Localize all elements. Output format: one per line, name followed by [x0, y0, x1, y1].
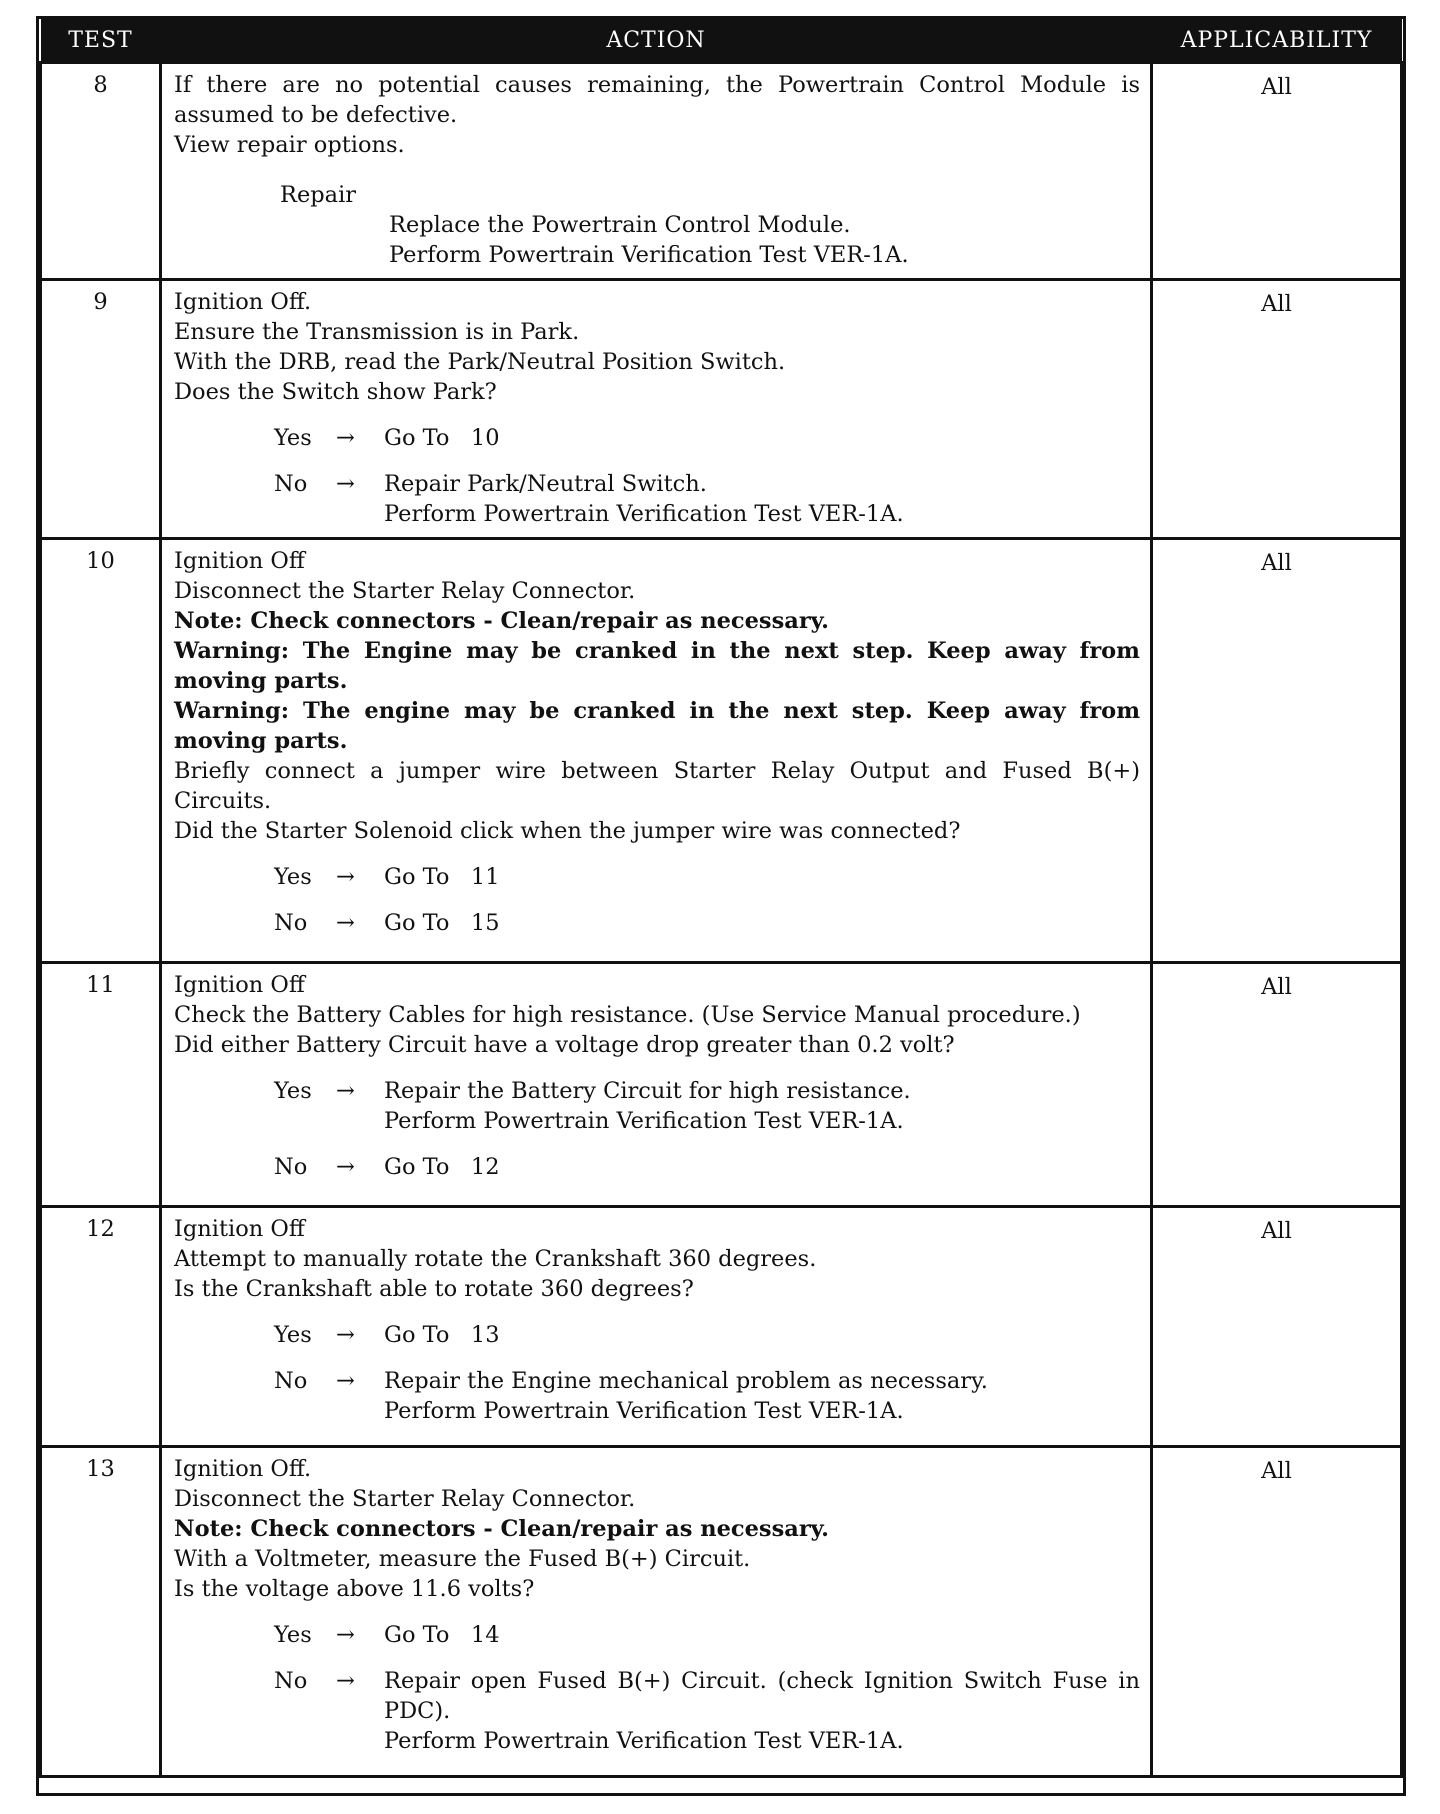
outcome-no: [274, 469, 1140, 529]
result-line: Perform Powertrain Verification Test VER-1A.: [384, 1398, 904, 1424]
arrow-icon: →: [336, 425, 355, 451]
result-line: Perform Powertrain Verification Test VER-1A.: [384, 1108, 904, 1134]
repair-label: Repair: [280, 182, 357, 208]
answer-label: Yes: [274, 425, 312, 451]
applicability-cell: All: [1152, 1447, 1402, 1777]
repair-line: Replace the Powertrain Control Module.: [389, 212, 851, 238]
answer-label: Yes: [274, 1322, 312, 1348]
answer-label: No: [274, 1668, 308, 1694]
result-line: Repair the Engine mechanical problem as necessary.: [384, 1368, 988, 1394]
action-line: Ignition Off.: [174, 289, 312, 315]
test-number: 10: [41, 539, 161, 963]
result-line: Go To 13: [384, 1322, 500, 1348]
outcome-yes: [274, 423, 1140, 453]
header-test: TEST: [41, 19, 161, 63]
result-line: Perform Powertrain Verification Test VER-1A.: [384, 501, 904, 527]
applicability-cell: All: [1152, 1207, 1402, 1447]
action-line: With a Voltmeter, measure the Fused B(+) Circuit.: [174, 1546, 751, 1572]
action-line: Disconnect the Starter Relay Connector.: [174, 1486, 636, 1512]
outcome-yes: [274, 862, 1140, 892]
arrow-icon: →: [336, 1078, 355, 1104]
table-row: [41, 539, 1402, 963]
outcome-no: [274, 1152, 1140, 1182]
header-action: ACTION: [161, 19, 1152, 63]
result-line: Repair open Fused B(+) Circuit. (check Ignition Switch Fuse in PDC).: [384, 1668, 1140, 1724]
answer-label: No: [274, 910, 308, 936]
action-line: Ignition Off: [174, 1216, 305, 1242]
arrow-icon: →: [336, 471, 355, 497]
action-line: Does the Switch show Park?: [174, 379, 497, 405]
note-line: Note: Check connectors - Clean/repair as necessary.: [174, 608, 829, 634]
test-number: 13: [41, 1447, 161, 1777]
action-line: Did the Starter Solenoid click when the jumper wire was connected?: [174, 818, 961, 844]
outcome-no: [274, 908, 1140, 938]
result-line: Go To 11: [384, 864, 500, 890]
arrow-icon: →: [336, 1154, 355, 1180]
applicability-cell: All: [1152, 63, 1402, 280]
action-line: View repair options.: [174, 132, 405, 158]
action-line: If there are no potential causes remaining, the Powertrain Control Module is assumed to be defective.: [174, 72, 1140, 128]
action-line: Ensure the Transmission is in Park.: [174, 319, 580, 345]
arrow-icon: →: [336, 1368, 355, 1394]
test-number: 8: [41, 63, 161, 280]
result-line: Repair the Battery Circuit for high resistance.: [384, 1078, 911, 1104]
answer-label: No: [274, 1368, 308, 1394]
warning-line: Warning: The engine may be cranked in the next step. Keep away from moving parts.: [174, 698, 1140, 754]
action-line: Briefly connect a jumper wire between Starter Relay Output and Fused B(+) Circuits.: [174, 758, 1140, 814]
outcome-no: [274, 1666, 1140, 1756]
diagnostic-table: [39, 19, 1403, 1778]
action-line: With the DRB, read the Park/Neutral Position Switch.: [174, 349, 786, 375]
action-line: Disconnect the Starter Relay Connector.: [174, 578, 636, 604]
table-row: [41, 1207, 1402, 1447]
answer-label: Yes: [274, 864, 312, 890]
result-line: Go To 10: [384, 425, 500, 451]
action-line: Ignition Off.: [174, 1456, 312, 1482]
arrow-icon: →: [336, 1668, 355, 1694]
arrow-icon: →: [336, 864, 355, 890]
action-cell: [161, 1447, 1152, 1777]
outcome-no: [274, 1366, 1140, 1426]
result-line: Repair Park/Neutral Switch.: [384, 471, 707, 497]
repair-line: Perform Powertrain Verification Test VER-1A.: [389, 242, 909, 268]
answer-label: No: [274, 471, 308, 497]
table-row: [41, 280, 1402, 539]
table-row: [41, 1447, 1402, 1777]
arrow-icon: →: [336, 910, 355, 936]
outcome-yes: [274, 1076, 1140, 1136]
outcome-yes: [274, 1620, 1140, 1650]
action-line: Attempt to manually rotate the Crankshaft 360 degrees.: [174, 1246, 817, 1272]
applicability-cell: All: [1152, 539, 1402, 963]
table-row: [41, 63, 1402, 280]
answer-label: No: [274, 1154, 308, 1180]
header-applicability: APPLICABILITY: [1152, 19, 1402, 63]
action-cell: [161, 539, 1152, 963]
note-line: Note: Check connectors - Clean/repair as necessary.: [174, 1516, 829, 1542]
test-number: 9: [41, 280, 161, 539]
action-line: Check the Battery Cables for high resistance. (Use Service Manual procedure.): [174, 1002, 1081, 1028]
table-row: [41, 963, 1402, 1207]
arrow-icon: →: [336, 1622, 355, 1648]
result-line: Go To 12: [384, 1154, 500, 1180]
applicability-cell: All: [1152, 963, 1402, 1207]
test-number: 11: [41, 963, 161, 1207]
warning-line: Warning: The Engine may be cranked in the next step. Keep away from moving parts.: [174, 638, 1140, 694]
test-number: 12: [41, 1207, 161, 1447]
action-line: Did either Battery Circuit have a voltage drop greater than 0.2 volt?: [174, 1032, 955, 1058]
diagnostic-table-sheet: [36, 16, 1406, 1796]
action-line: Is the Crankshaft able to rotate 360 degrees?: [174, 1276, 694, 1302]
result-line: Go To 14: [384, 1622, 500, 1648]
answer-label: Yes: [274, 1622, 312, 1648]
action-cell: [161, 963, 1152, 1207]
table-header-row: [41, 19, 1402, 63]
arrow-icon: →: [336, 1322, 355, 1348]
outcome-yes: [274, 1320, 1140, 1350]
action-cell: [161, 280, 1152, 539]
action-line: Is the voltage above 11.6 volts?: [174, 1576, 535, 1602]
action-cell: [161, 63, 1152, 280]
result-line: Go To 15: [384, 910, 500, 936]
action-line: Ignition Off: [174, 548, 305, 574]
result-line: Perform Powertrain Verification Test VER-1A.: [384, 1728, 904, 1754]
answer-label: Yes: [274, 1078, 312, 1104]
applicability-cell: All: [1152, 280, 1402, 539]
action-cell: [161, 1207, 1152, 1447]
action-line: Ignition Off: [174, 972, 305, 998]
